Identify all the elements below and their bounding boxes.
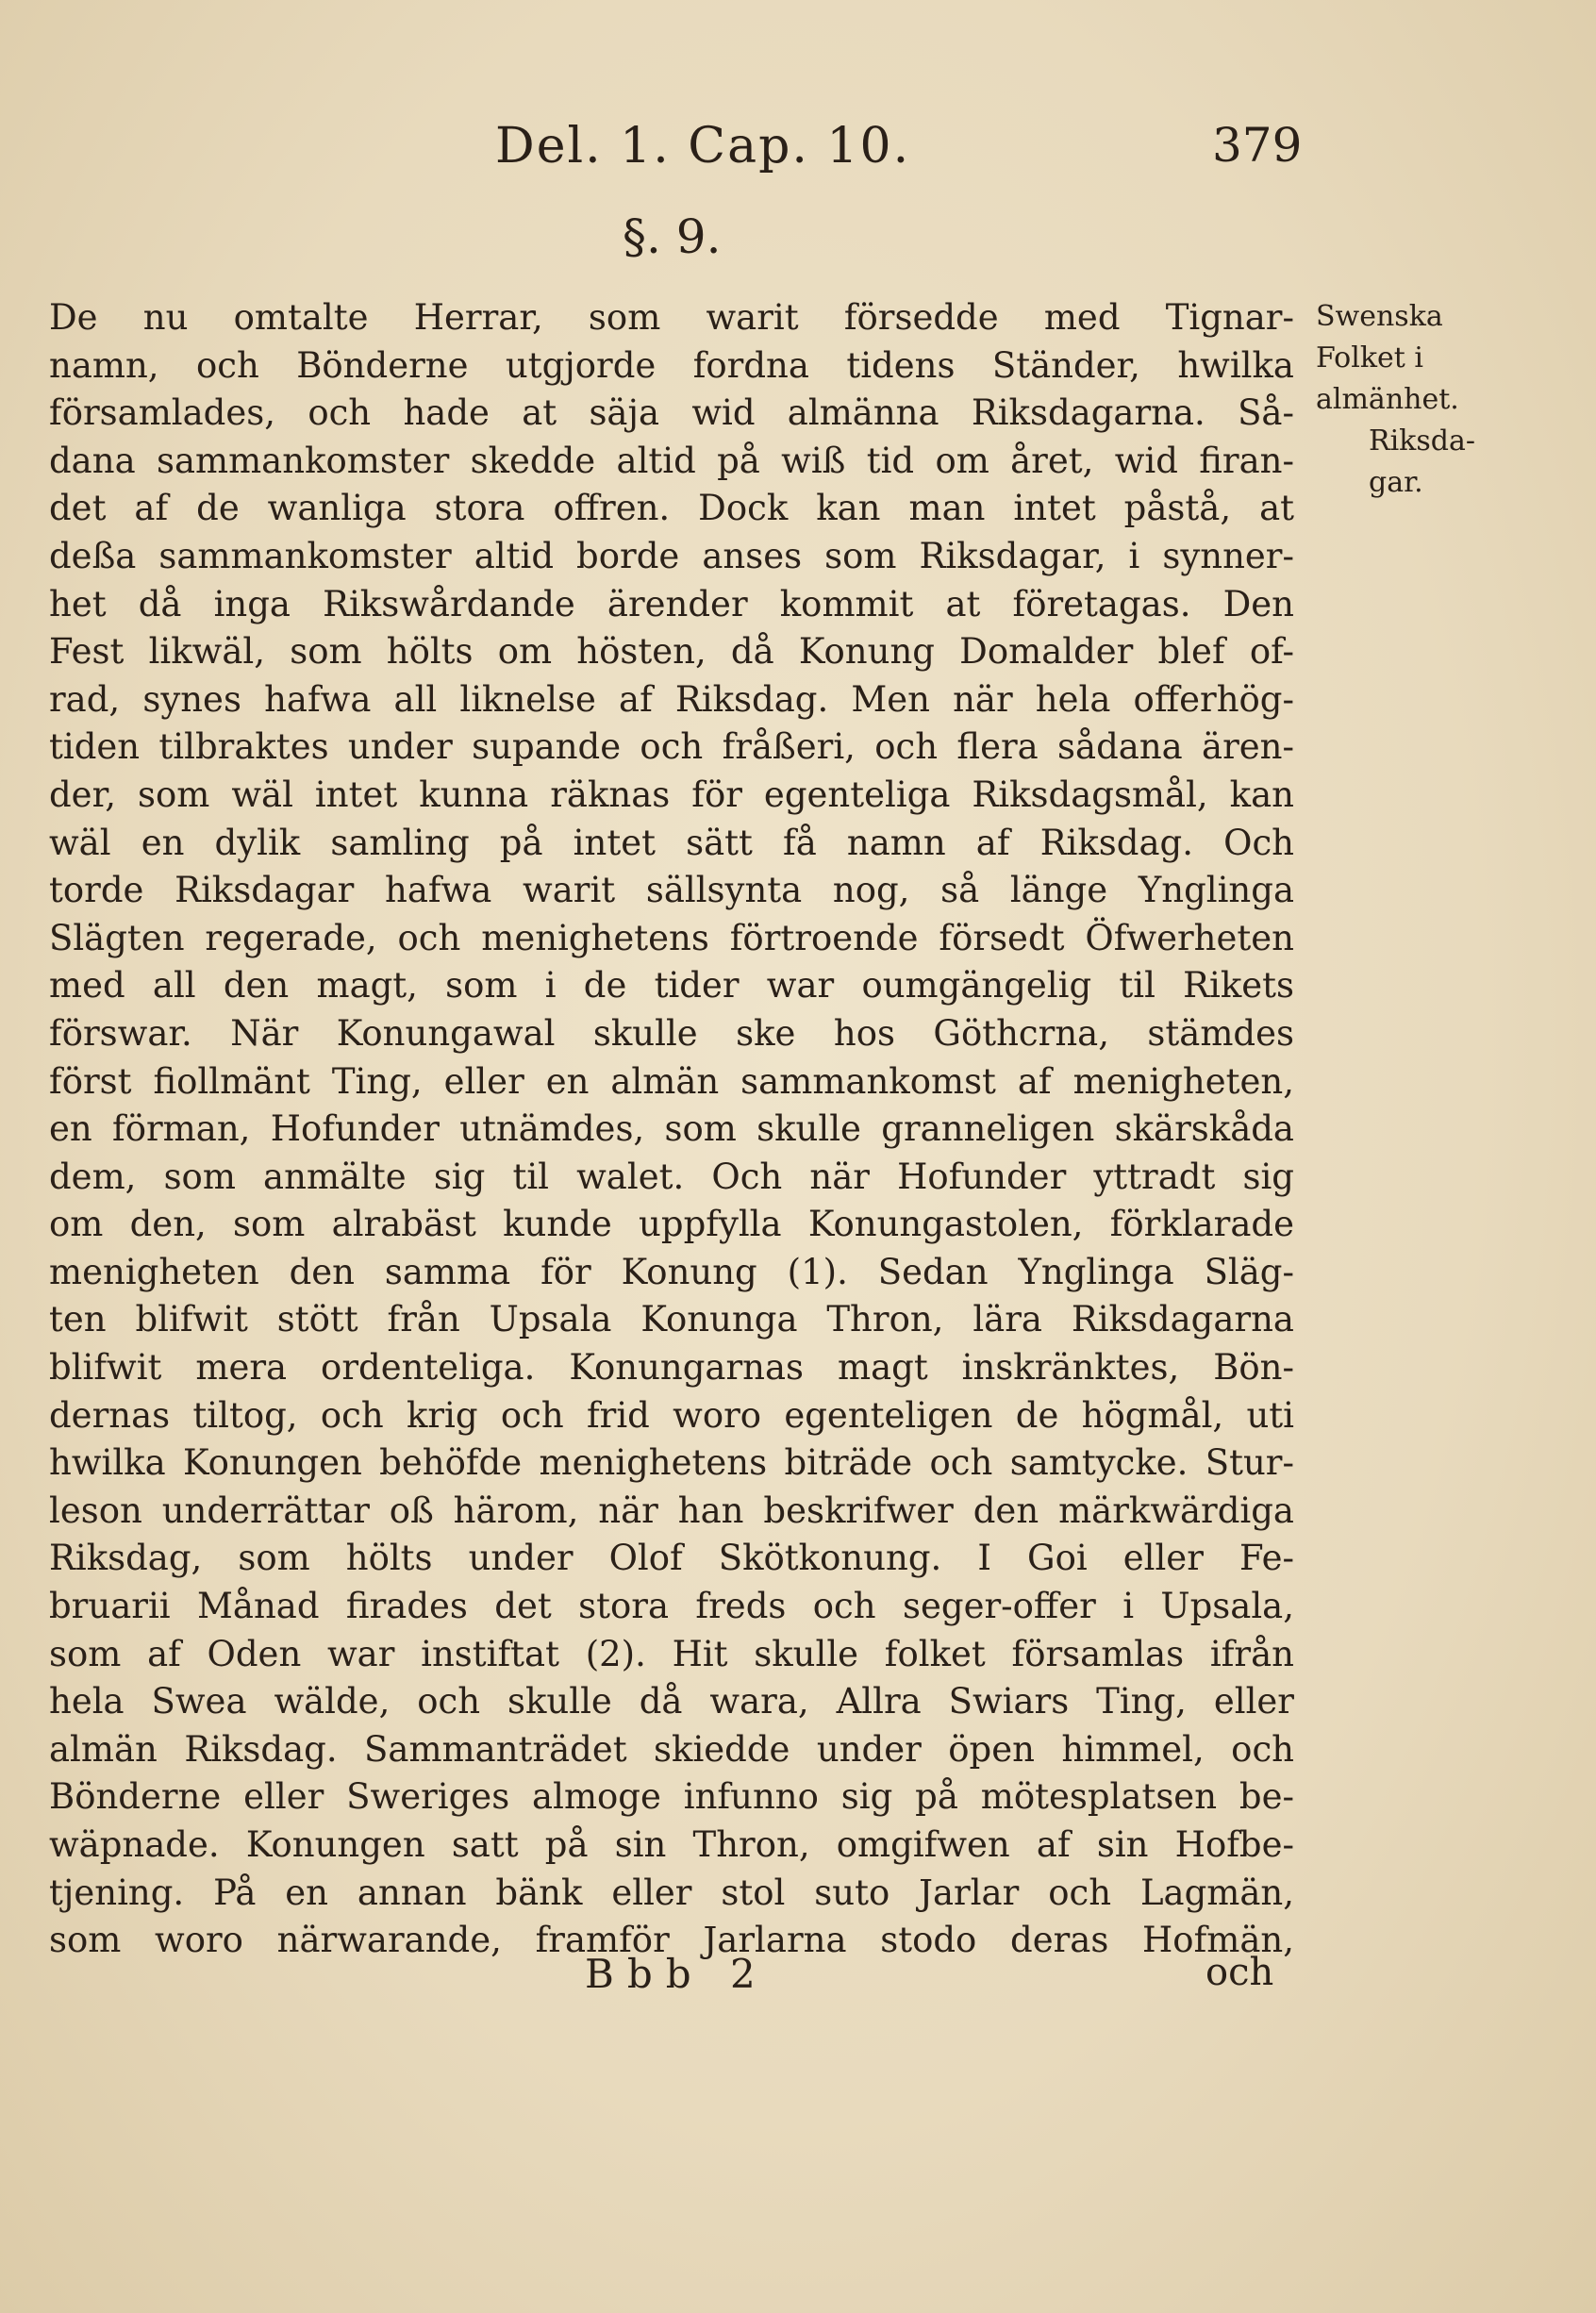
text-line: het då inga Rikswårdande ärender kommit at företagas. Den	[49, 583, 1294, 624]
text-line: förswar. När Konungawal skulle ske hos Göthcrna, stämdes	[49, 1012, 1294, 1054]
marginal-note-line: almänhet.	[1316, 383, 1459, 416]
text-line: som af Oden war instiftat (2). Hit skulle folket församlas ifrån	[49, 1633, 1294, 1674]
text-line: torde Riksdagar hafwa warit sällsynta nog, så länge Ynglinga	[49, 870, 1294, 911]
body-text	[49, 294, 1294, 1965]
text-line: leson underrättar oß härom, när han beskrifwer den märkwärdiga	[49, 1489, 1294, 1531]
text-line: blifwit mera ordenteliga. Konungarnas magt inskränktes, Bön-	[49, 1347, 1294, 1389]
text-line: det af de wanliga stora offren. Dock kan man intet påstå, at	[49, 488, 1294, 529]
text-line: dem, som anmälte sig til walet. Och när Hofunder yttradt sig	[49, 1156, 1294, 1197]
text-line: med all den magt, som i de tider war oumgängelig til Rikets	[49, 965, 1294, 1007]
text-line: tiden tilbraktes under supande och fråßeri, och flera sådana ären-	[49, 726, 1294, 768]
marginal-note-line: gar.	[1369, 466, 1423, 499]
marginal-note-line: Swenska	[1316, 300, 1443, 333]
text-line: dernas tiltog, och krig och frid woro egenteligen de högmål, uti	[49, 1394, 1294, 1436]
text-line: om den, som alrabäst kunde uppfylla Konungastolen, förklarade	[49, 1204, 1294, 1245]
page-number: 379	[1212, 118, 1303, 173]
text-line: först fiollmänt Ting, eller en almän sammankomst af menigheten,	[49, 1060, 1294, 1102]
text-line: menigheten den samma för Konung (1). Sedan Ynglinga Släg-	[49, 1251, 1294, 1292]
running-title: Del. 1. Cap. 10.	[495, 118, 911, 175]
section-heading: §. 9.	[623, 209, 722, 264]
marginal-note-line: Folket i	[1316, 341, 1423, 374]
catchword: och	[1205, 1951, 1274, 1994]
text-line: rad, synes hafwa all liknelse af Riksdag. Men när hela offerhög-	[49, 678, 1294, 720]
text-line: Bönderne eller Sweriges almoge infunno sig på mötesplatsen be-	[49, 1776, 1294, 1818]
text-line: församlades, och hade at säja wid almänna Riksdagarna. Så-	[49, 392, 1294, 434]
text-line: deßa sammankomster altid borde anses som Riksdagar, i synner-	[49, 535, 1294, 576]
text-line: hela Swea wälde, och skulle då wara, Allra Swiars Ting, eller	[49, 1681, 1294, 1722]
text-line: som woro närwarande, framför Jarlarna stodo deras Hofmän,	[49, 1920, 1294, 1961]
text-line: Riksdag, som hölts under Olof Skötkonung. I Goi eller Fe-	[49, 1538, 1294, 1579]
text-line: ten blifwit stött från Upsala Konunga Thron, lära Riksdagarna	[49, 1299, 1294, 1340]
text-line: hwilka Konungen behöfde menighetens biträde och samtycke. Stur-	[49, 1442, 1294, 1484]
text-line: wäl en dylik samling på intet sätt få namn af Riksdag. Och	[49, 822, 1294, 863]
text-line: tjening. På en annan bänk eller stol suto Jarlar och Lagmän,	[49, 1872, 1294, 1913]
text-line: De nu omtalte Herrar, som warit försedde med Tignar-	[49, 297, 1294, 338]
text-line: bruarii Månad firades det stora freds och seger-offer i Upsala,	[49, 1586, 1294, 1627]
text-line: Fest likwäl, som hölts om hösten, då Konung Domalder blef of-	[49, 631, 1294, 673]
text-line: namn, och Bönderne utgjorde fordna tidens Ständer, hwilka	[49, 344, 1294, 386]
text-line: wäpnade. Konungen satt på sin Thron, omgifwen af sin Hofbe-	[49, 1824, 1294, 1865]
marginal-note-line: Riksda-	[1369, 424, 1475, 458]
text-line: en förman, Hofunder utnämdes, som skulle granneligen skärskåda	[49, 1108, 1294, 1150]
text-line: almän Riksdag. Sammanträdet skiedde under öpen himmel, och	[49, 1728, 1294, 1770]
marginal-note	[1316, 296, 1505, 504]
text-line: dana sammankomster skedde altid på wiß tid om året, wid firan-	[49, 440, 1294, 481]
text-line: Slägten regerade, och menighetens förtroende försedt Öfwerheten	[49, 917, 1294, 958]
text-line: der, som wäl intet kunna räknas för egenteliga Riksdagsmål, kan	[49, 774, 1294, 815]
signature-mark: Bbb 2	[585, 1951, 769, 1997]
